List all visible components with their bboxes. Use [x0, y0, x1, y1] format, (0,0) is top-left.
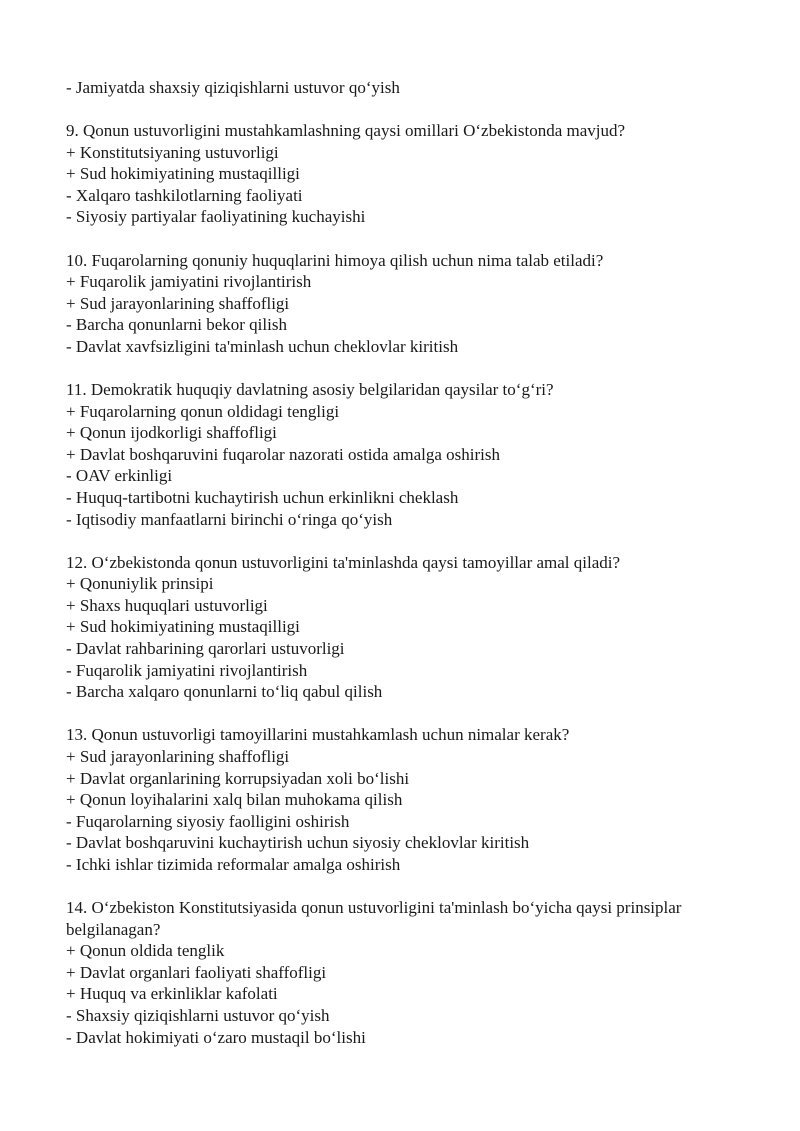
question-block — [66, 724, 756, 875]
question-block — [66, 250, 756, 358]
answer-option: - Huquq-tartibotni kuchaytirish uchun erkinlikni cheklash — [66, 488, 459, 507]
question-text: 12. O‘zbekistonda qonun ustuvorligini ta'minlashda qaysi tamoyillar amal qiladi? — [66, 552, 621, 572]
answer-option: + Qonuniylik prinsipi — [66, 574, 214, 594]
answer-option: - Shaxsiy qiziqishlarni ustuvor qo‘yish — [66, 1005, 330, 1025]
answer-option: - Jamiyatda shaxsiy qiziqishlarni ustuvor qo‘yish — [66, 78, 400, 97]
question-text: 10. Fuqarolarning qonuniy huquqlarini himoya qilish uchun nima talab etiladi? — [66, 250, 604, 270]
answer-option: + Sud hokimiyatining mustaqilligi — [66, 164, 300, 184]
question-block — [66, 379, 756, 530]
answer-option: + Qonun loyihalarini xalq bilan muhokama qilish — [66, 790, 403, 810]
answer-option: + Sud jarayonlarining shaffofligi — [66, 746, 290, 766]
answer-option: - Xalqaro tashkilotlarning faoliyati — [66, 185, 303, 205]
answer-option: + Huquq va erkinliklar kafolati — [66, 984, 278, 1004]
question-block — [66, 897, 756, 1048]
answer-option: - Barcha xalqaro qonunlarni to‘liq qabul qilish — [66, 682, 383, 702]
answer-option: - Davlat hokimiyati o‘zaro mustaqil bo‘lishi — [66, 1027, 366, 1047]
answer-option: + Shaxs huquqlari ustuvorligi — [66, 595, 268, 615]
answer-option: + Davlat boshqaruvini fuqarolar nazorati ostida amalga oshirish — [66, 444, 500, 464]
question-text: 13. Qonun ustuvorligi tamoyillarini mustahkamlash uchun nimalar kerak? — [66, 725, 570, 745]
lead-block — [66, 77, 756, 99]
answer-option: - Davlat boshqaruvini kuchaytirish uchun siyosiy cheklovlar kiritish — [66, 833, 530, 853]
answer-option: - Fuqarolarning siyosiy faolligini oshirish — [66, 811, 350, 831]
answer-option: + Sud jarayonlarining shaffofligi — [66, 293, 290, 313]
answer-option: + Davlat organlari faoliyati shaffofligi — [66, 962, 327, 982]
answer-option: + Konstitutsiyaning ustuvorligi — [66, 142, 279, 162]
answer-option: - Fuqarolik jamiyatini rivojlantirish — [66, 660, 308, 680]
answer-option: + Fuqarolarning qonun oldidagi tengligi — [66, 401, 340, 421]
answer-option: - Iqtisodiy manfaatlarni birinchi o‘ringa qo‘yish — [66, 509, 393, 529]
answer-option: + Davlat organlarining korrupsiyadan xoli bo‘lishi — [66, 768, 410, 788]
answer-option: - Davlat rahbarining qarorlari ustuvorligi — [66, 639, 345, 659]
answer-option: + Fuqarolik jamiyatini rivojlantirish — [66, 272, 312, 292]
answer-option: - Ichki ishlar tizimida reformalar amalga oshirish — [66, 854, 401, 874]
answer-option: - Barcha qonunlarni bekor qilish — [66, 315, 287, 335]
question-text: 11. Demokratik huquqiy davlatning asosiy belgilaridan qaysilar to‘g‘ri? — [66, 380, 554, 400]
answer-option: + Qonun ijodkorligi shaffofligi — [66, 423, 277, 443]
question-block — [66, 552, 756, 703]
answer-option: - Davlat xavfsizligini ta'minlash uchun cheklovlar kiritish — [66, 336, 459, 356]
answer-option: + Qonun oldida tenglik — [66, 941, 225, 961]
answer-option: + Sud hokimiyatining mustaqilligi — [66, 617, 300, 637]
document-page — [66, 77, 756, 1070]
answer-option: - Siyosiy partiyalar faoliyatining kuchayishi — [66, 207, 366, 227]
question-block — [66, 120, 756, 228]
question-text: 14. O‘zbekiston Konstitutsiyasida qonun ustuvorligini ta'minlash bo‘yicha qaysi prinsiplar belgilanagan? — [66, 898, 686, 939]
question-list — [66, 120, 756, 1048]
question-text: 9. Qonun ustuvorligini mustahkamlashning qaysi omillari O‘zbekistonda mavjud? — [66, 121, 626, 141]
answer-option: - OAV erkinligi — [66, 466, 173, 486]
